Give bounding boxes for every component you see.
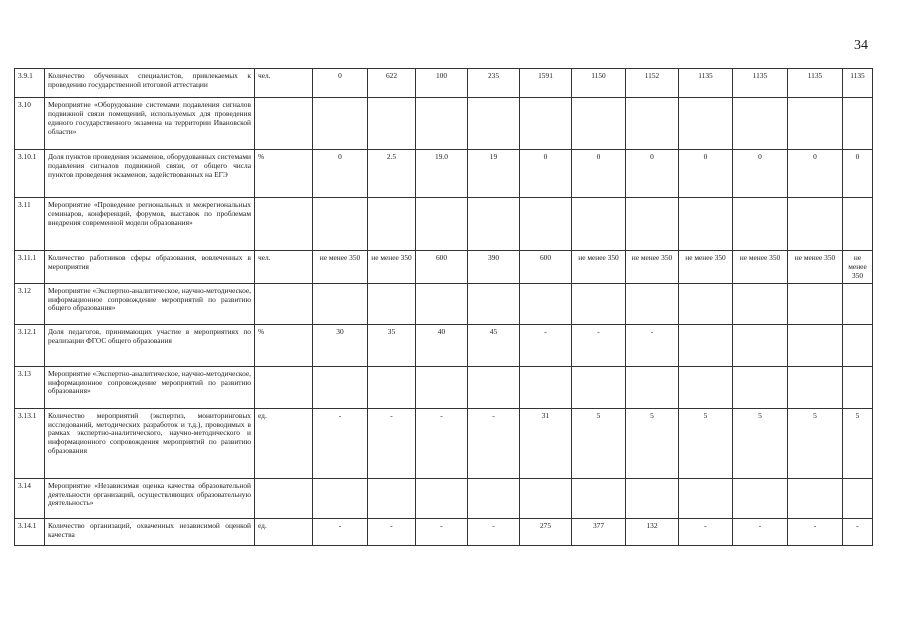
value-cell: 5 <box>733 408 788 478</box>
unit-cell <box>255 478 313 518</box>
indicator-name-cell: Мероприятие «Оборудование системами подавления сигналов подвижной связи помещений, используемых для проведения единого государственного экзамена на территории Ивановской области» <box>45 98 255 150</box>
value-cell: 1135 <box>788 69 843 98</box>
value-cell <box>733 283 788 324</box>
value-cell <box>733 324 788 366</box>
row-number-cell: 3.14.1 <box>15 518 45 545</box>
value-cell: - <box>313 518 368 545</box>
value-cell <box>313 478 368 518</box>
value-cell: 45 <box>468 324 520 366</box>
value-cell <box>468 198 520 251</box>
value-cell <box>468 478 520 518</box>
value-cell <box>572 366 626 408</box>
value-cell <box>788 366 843 408</box>
row-number-cell: 3.10.1 <box>15 150 45 198</box>
value-cell: 2.5 <box>368 150 416 198</box>
value-cell <box>468 98 520 150</box>
value-cell: 1135 <box>843 69 873 98</box>
value-cell: 40 <box>416 324 468 366</box>
value-cell <box>733 366 788 408</box>
value-cell: - <box>468 408 520 478</box>
unit-cell: ед. <box>255 518 313 545</box>
value-cell: - <box>843 518 873 545</box>
value-cell: 0 <box>572 150 626 198</box>
indicator-name-cell: Мероприятие «Независимая оценка качества образовательной деятельности организаций, осуществляющих образовательную деятельность» <box>45 478 255 518</box>
value-cell: 19 <box>468 150 520 198</box>
unit-cell: ед. <box>255 408 313 478</box>
value-cell: не менее 350 <box>733 251 788 284</box>
indicator-name-cell: Мероприятие «Проведение региональных и межрегиональных семинаров, конференций, форумов, выставок по проблемам внедрения современной модели образования» <box>45 198 255 251</box>
unit-cell <box>255 198 313 251</box>
value-cell <box>679 478 733 518</box>
value-cell: 0 <box>313 150 368 198</box>
value-cell <box>368 198 416 251</box>
value-cell <box>788 478 843 518</box>
value-cell: 0 <box>679 150 733 198</box>
value-cell <box>313 98 368 150</box>
unit-cell <box>255 283 313 324</box>
value-cell <box>843 366 873 408</box>
value-cell: - <box>416 408 468 478</box>
value-cell: не менее 350 <box>843 251 873 284</box>
value-cell: 1152 <box>626 69 679 98</box>
value-cell <box>520 98 572 150</box>
value-cell <box>468 283 520 324</box>
value-cell: не менее 350 <box>572 251 626 284</box>
value-cell <box>572 98 626 150</box>
table-row <box>15 478 873 518</box>
value-cell: - <box>368 518 416 545</box>
table-row <box>15 518 873 545</box>
value-cell <box>572 478 626 518</box>
value-cell: не менее 350 <box>313 251 368 284</box>
row-number-cell: 3.13 <box>15 366 45 408</box>
row-number-cell: 3.11 <box>15 198 45 251</box>
value-cell <box>843 198 873 251</box>
value-cell: - <box>733 518 788 545</box>
value-cell: 275 <box>520 518 572 545</box>
value-cell: 0 <box>788 150 843 198</box>
value-cell: 5 <box>572 408 626 478</box>
table-row <box>15 408 873 478</box>
value-cell <box>368 98 416 150</box>
value-cell <box>679 283 733 324</box>
value-cell: не менее 350 <box>368 251 416 284</box>
value-cell: не менее 350 <box>788 251 843 284</box>
value-cell <box>843 98 873 150</box>
table-row <box>15 69 873 98</box>
value-cell: 132 <box>626 518 679 545</box>
value-cell: 1150 <box>572 69 626 98</box>
value-cell: 5 <box>679 408 733 478</box>
value-cell <box>520 366 572 408</box>
value-cell <box>520 198 572 251</box>
table-row <box>15 198 873 251</box>
unit-cell <box>255 366 313 408</box>
indicator-name-cell: Мероприятие «Экспертно-аналитическое, научно-методическое, информационное сопровождение мероприятий по развитию общего образования» <box>45 283 255 324</box>
value-cell <box>416 198 468 251</box>
row-number-cell: 3.12.1 <box>15 324 45 366</box>
value-cell: 600 <box>416 251 468 284</box>
value-cell: 235 <box>468 69 520 98</box>
value-cell <box>788 98 843 150</box>
value-cell: - <box>313 408 368 478</box>
table-row <box>15 150 873 198</box>
indicator-name-cell: Количество работников сферы образования, вовлеченных в мероприятия <box>45 251 255 284</box>
table-row <box>15 251 873 284</box>
row-number-cell: 3.11.1 <box>15 251 45 284</box>
value-cell: 5 <box>788 408 843 478</box>
row-number-cell: 3.13.1 <box>15 408 45 478</box>
value-cell <box>313 283 368 324</box>
value-cell <box>520 283 572 324</box>
value-cell: не менее 350 <box>679 251 733 284</box>
value-cell: 30 <box>313 324 368 366</box>
value-cell <box>313 366 368 408</box>
row-number-cell: 3.9.1 <box>15 69 45 98</box>
value-cell: 1135 <box>679 69 733 98</box>
value-cell <box>733 98 788 150</box>
value-cell <box>679 366 733 408</box>
value-cell <box>679 198 733 251</box>
indicator-name-cell: Доля педагогов, принимающих участие в мероприятиях по реализации ФГОС общего образования <box>45 324 255 366</box>
value-cell: 0 <box>843 150 873 198</box>
value-cell: 5 <box>843 408 873 478</box>
value-cell <box>788 283 843 324</box>
value-cell <box>843 283 873 324</box>
value-cell <box>843 324 873 366</box>
value-cell: 0 <box>626 150 679 198</box>
value-cell <box>679 324 733 366</box>
value-cell <box>679 98 733 150</box>
value-cell <box>733 478 788 518</box>
value-cell: - <box>468 518 520 545</box>
value-cell: 31 <box>520 408 572 478</box>
value-cell <box>572 283 626 324</box>
value-cell: 1135 <box>733 69 788 98</box>
table-row <box>15 324 873 366</box>
value-cell <box>416 478 468 518</box>
value-cell: 1591 <box>520 69 572 98</box>
value-cell: - <box>626 324 679 366</box>
unit-cell: % <box>255 324 313 366</box>
value-cell: 100 <box>416 69 468 98</box>
indicator-name-cell: Количество мероприятий (экспертиз, мониторинговых исследований, методических разработок и т.д.), проводимых в рамках экспертно-аналитического, научно-методического и информационного сопровождения мероприятий по развитию образования <box>45 408 255 478</box>
value-cell: - <box>368 408 416 478</box>
value-cell <box>368 366 416 408</box>
indicator-name-cell: Количество обученных специалистов, привлекаемых к проведению государственной итоговой аттестации <box>45 69 255 98</box>
value-cell: 0 <box>733 150 788 198</box>
value-cell <box>520 478 572 518</box>
value-cell: - <box>416 518 468 545</box>
table-row <box>15 283 873 324</box>
indicator-name-cell: Количество организаций, охваченных независимой оценкой качества <box>45 518 255 545</box>
table-row <box>15 366 873 408</box>
value-cell: - <box>572 324 626 366</box>
value-cell: - <box>679 518 733 545</box>
value-cell: 35 <box>368 324 416 366</box>
value-cell: 622 <box>368 69 416 98</box>
page-number: 34 <box>854 38 868 53</box>
indicator-name-cell: Доля пунктов проведения экзаменов, оборудованных системами подавления сигналов подвижной связи, от общего числа пунктов проведения экзаменов, задействованных на ЕГЭ <box>45 150 255 198</box>
indicators-table <box>14 68 873 546</box>
value-cell <box>468 366 520 408</box>
value-cell: - <box>788 518 843 545</box>
value-cell <box>843 478 873 518</box>
unit-cell: % <box>255 150 313 198</box>
value-cell: 390 <box>468 251 520 284</box>
value-cell <box>626 98 679 150</box>
value-cell: - <box>520 324 572 366</box>
value-cell <box>313 198 368 251</box>
unit-cell <box>255 98 313 150</box>
row-number-cell: 3.10 <box>15 98 45 150</box>
value-cell <box>626 366 679 408</box>
value-cell <box>626 478 679 518</box>
value-cell <box>572 198 626 251</box>
value-cell <box>788 198 843 251</box>
table-row <box>15 98 873 150</box>
row-number-cell: 3.12 <box>15 283 45 324</box>
value-cell <box>788 324 843 366</box>
value-cell: не менее 350 <box>626 251 679 284</box>
value-cell <box>368 283 416 324</box>
value-cell: 0 <box>313 69 368 98</box>
value-cell <box>626 198 679 251</box>
unit-cell: чел. <box>255 69 313 98</box>
value-cell <box>416 98 468 150</box>
row-number-cell: 3.14 <box>15 478 45 518</box>
value-cell <box>416 366 468 408</box>
value-cell: 5 <box>626 408 679 478</box>
value-cell <box>368 478 416 518</box>
unit-cell: чел. <box>255 251 313 284</box>
value-cell: 0 <box>520 150 572 198</box>
indicator-name-cell: Мероприятие «Экспертно-аналитическое, научно-методическое, информационное сопровождение мероприятий по развитию образования» <box>45 366 255 408</box>
value-cell <box>626 283 679 324</box>
value-cell: 600 <box>520 251 572 284</box>
value-cell <box>733 198 788 251</box>
value-cell: 19.0 <box>416 150 468 198</box>
value-cell <box>416 283 468 324</box>
value-cell: 377 <box>572 518 626 545</box>
